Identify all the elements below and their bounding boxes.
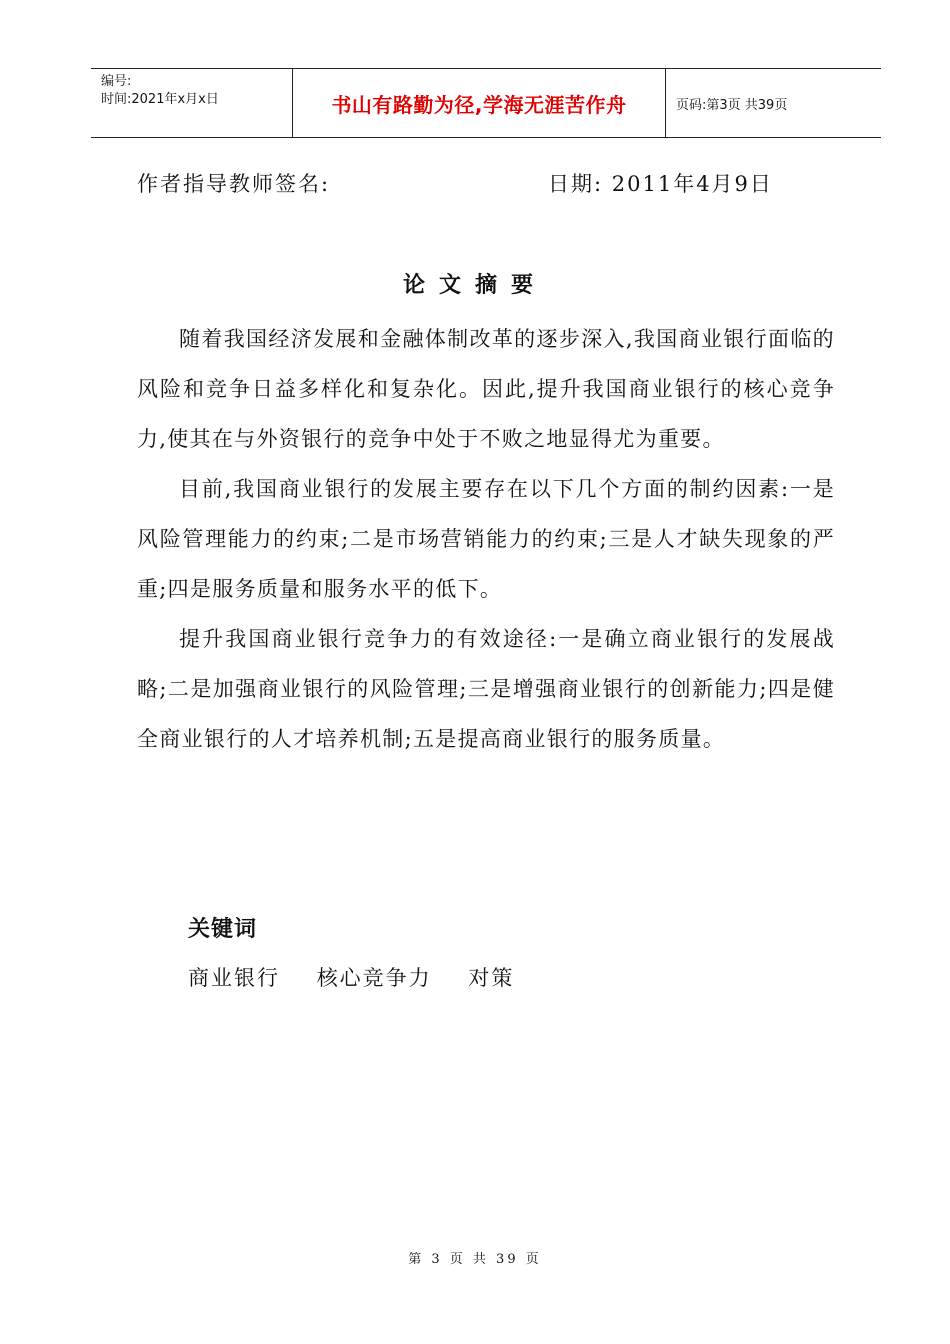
signature-label: 作者指导教师签名: — [137, 172, 331, 196]
abstract-body — [137, 314, 835, 764]
abstract-paragraph-2: 目前,我国商业银行的发展主要存在以下几个方面的制约因素:一是风险管理能力的约束;二是市场营销能力的约束;三是人才缺失现象的严重;四是服务质量和服务水平的低下。 — [137, 477, 835, 601]
keyword-item: 商业银行 — [188, 966, 280, 990]
page-footer: 第 3 页 共 39 页 — [408, 1252, 542, 1267]
signature-date: 日期: 2011年4月9日 — [548, 172, 773, 196]
header-number-label: 编号: — [101, 74, 132, 89]
header-motto: 书山有路勤为径,学海无涯苦作舟 — [293, 69, 666, 137]
abstract-paragraph-3: 提升我国商业银行竞争力的有效途径:一是确立商业银行的发展战略;二是加强商业银行的风险管理;三是增强商业银行的创新能力;四是健全商业银行的人才培养机制;五是提高商业银行的服务质量。 — [137, 627, 835, 751]
header-page-info: 页码:第3页 共39页 — [676, 97, 788, 113]
abstract-paragraph-1: 随着我国经济发展和金融体制改革的逐步深入,我国商业银行面临的风险和竞争日益多样化和复杂化。因此,提升我国商业银行的核心竞争力,使其在与外资银行的竞争中处于不败之地显得尤为重要。 — [137, 327, 835, 451]
page-header — [91, 68, 881, 138]
header-meta — [91, 69, 293, 137]
keywords-title: 关键词 — [188, 916, 258, 942]
abstract-title: 论文摘要 — [402, 272, 547, 298]
header-time-label: 时间:2021年x月x日 — [101, 92, 219, 107]
keywords-list — [188, 962, 542, 992]
keyword-item: 核心竞争力 — [316, 966, 432, 990]
keyword-item: 对策 — [468, 966, 515, 990]
